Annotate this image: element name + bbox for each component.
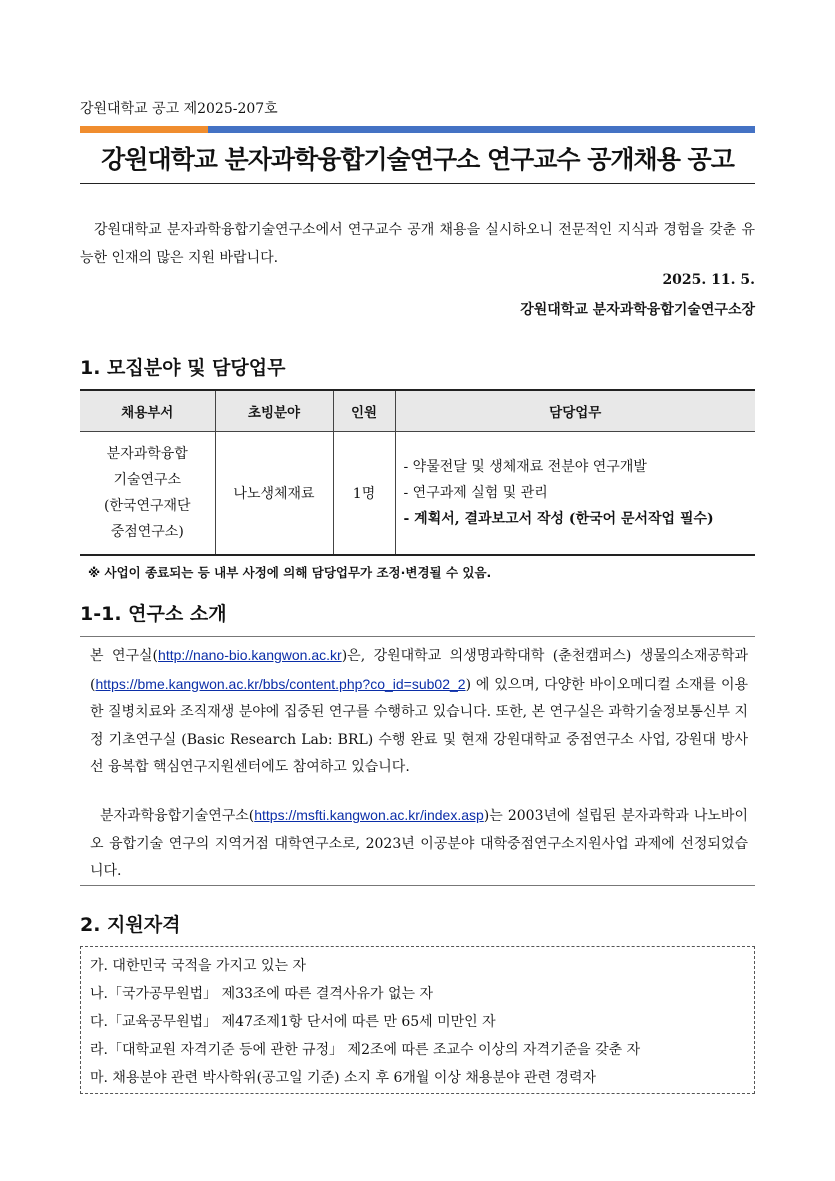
qualification-item: 다.「교육공무원법」 제47조제1항 단서에 따른 만 65세 미만인 자 [90, 1014, 496, 1030]
signer: 강원대학교 분자과학융합기술연구소장 [520, 302, 755, 318]
lab-intro-text: ) 에 있으며, 다양한 바이오메디컬 소재를 이용한 질병치료와 조직재생 분야에 집중된 연구를 수행하고 있습니다. 또한, 본 연구실은 과학기술정보통신부 지정 기초연구실 (Basic Research Lab: BRL) 수행 완료 및 현재 강원대학교 중점연구소 사업, 강원대 방사선 융복합 핵심연구지원센터에도 참여하고 있습니다. [90, 676, 748, 775]
lab-intro-text: 본 연구실( [90, 648, 159, 664]
lab-website-link[interactable]: http://nano-bio.kangwon.ac.kr [158, 647, 342, 663]
duty-item: - 연구과제 실험 및 관리 [403, 485, 548, 501]
notice-number: 강원대학교 공고 제2025-207호 [80, 101, 278, 117]
duties-cell [395, 432, 755, 556]
duty-item: - 약물전달 및 생체재료 전분야 연구개발 [403, 459, 647, 475]
section-1-heading: 1. 모집분야 및 담당업무 [80, 357, 286, 379]
department-line: 분자과학융합 [106, 446, 188, 462]
lab-intro-paragraph-1 [90, 642, 748, 782]
qualification-item: 마. 채용분야 관련 박사학위(공고일 기준) 소지 후 6개월 이상 채용분야 관련 경력자 [90, 1070, 596, 1086]
qualification-item: 라.「대학교원 자격기준 등에 관한 규정」 제2조에 따른 조교수 이상의 자격기준을 갖춘 자 [90, 1042, 641, 1058]
department-website-link[interactable]: https://bme.kangwon.ac.kr/bbs/content.php?co_id=sub02_2 [95, 675, 466, 692]
lab-intro-paragraph-2 [90, 802, 748, 886]
header-accent-bar-orange [80, 126, 208, 133]
table-header-duties: 담당업무 [395, 390, 755, 432]
department-line: (한국연구재단 [103, 498, 191, 514]
intro-paragraph: 강원대학교 분자과학융합기술연구소에서 연구교수 공개 채용을 실시하오니 전문적인 지식과 경험을 갖춘 유능한 인재의 많은 지원 바랍니다. [80, 222, 755, 266]
table-header-field: 초빙분야 [215, 390, 333, 432]
table-note: ※ 사업이 종료되는 등 내부 사정에 의해 담당업무가 조정·변경될 수 있음. [88, 565, 492, 580]
department-line: 중점연구소) [110, 524, 184, 540]
department-line: 기술연구소 [113, 472, 182, 488]
field-cell: 나노생체재료 [215, 432, 333, 556]
table-row [80, 432, 755, 556]
table-header-department: 채용부서 [80, 390, 215, 432]
qualification-item: 나.「국가공무원법」 제33조에 따른 결격사유가 없는 자 [90, 986, 433, 1002]
duty-item: - 계획서, 결과보고서 작성 (한국어 문서작업 필수) [403, 511, 714, 527]
announcement-date: 2025. 11. 5. [662, 272, 755, 288]
section-1-1-heading: 1-1. 연구소 소개 [80, 603, 227, 625]
institute-intro-text: )는 2003년에 설립된 분자과학과 나노바이오 융합기술 연구의 지역거점 대학연구소로, 2023년 이공분야 대학중점연구소지원사업 과제에 선정되었습니다. [90, 808, 748, 879]
institute-intro-text: 분자과학융합기술연구소( [100, 808, 255, 824]
recruitment-table [80, 389, 755, 556]
qualification-item: 가. 대한민국 국적을 가지고 있는 자 [90, 958, 307, 974]
header-accent-bar-blue [208, 126, 755, 133]
institute-website-link[interactable]: https://msfti.kangwon.ac.kr/index.asp [254, 807, 484, 823]
table-header-count: 인원 [333, 390, 395, 432]
table-header-row [80, 390, 755, 432]
lab-intro-text: )은, 강원대학교 의생명과학대학 (춘천캠퍼스) 생물의소재공학과 ( [90, 648, 748, 693]
document-title: 강원대학교 분자과학융합기술연구소 연구교수 공개채용 공고 [101, 145, 734, 174]
count-cell: 1명 [333, 432, 395, 556]
department-cell [80, 432, 215, 556]
section-2-heading: 2. 지원자격 [80, 914, 181, 936]
title-divider [80, 183, 755, 184]
